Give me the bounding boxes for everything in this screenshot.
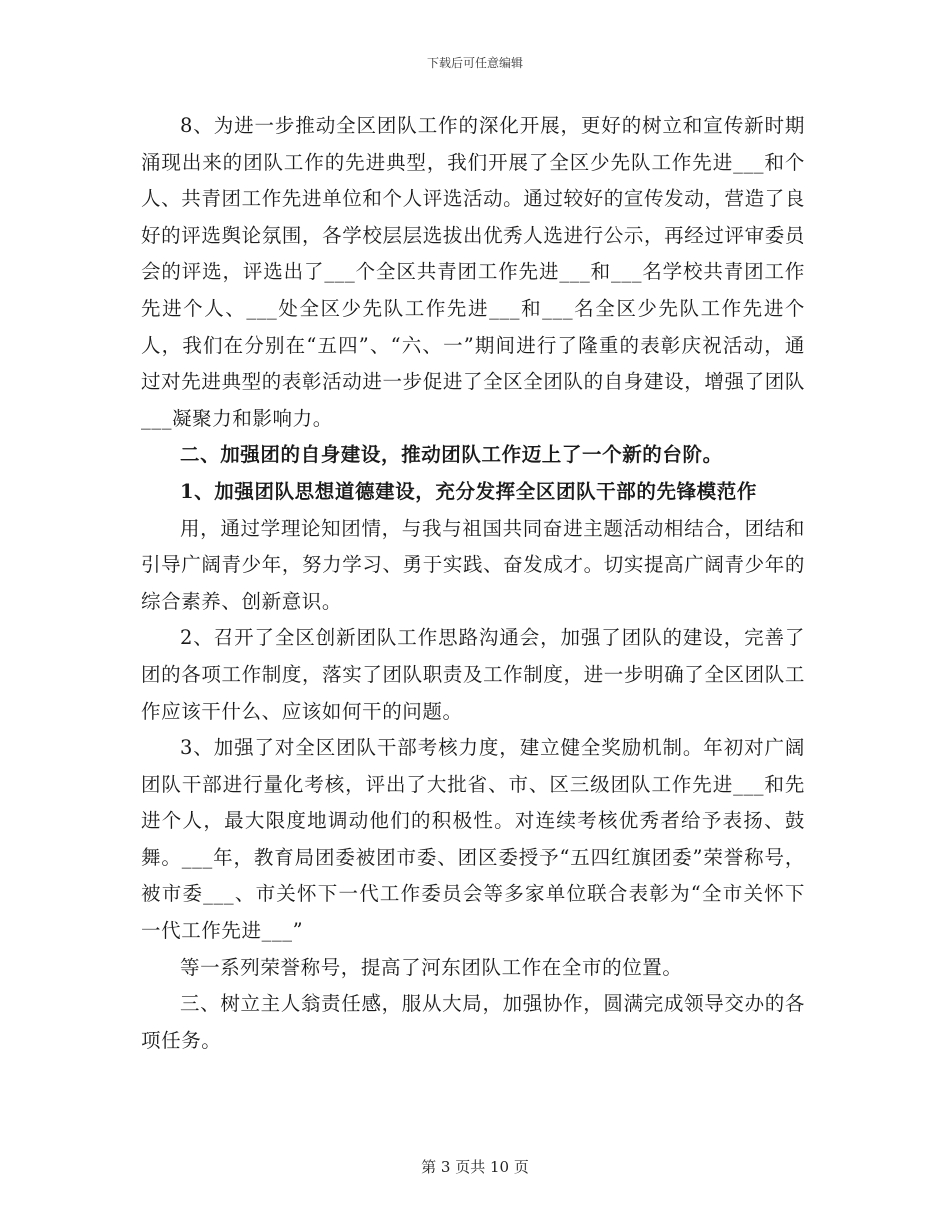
- subheading-1: 1、加强团队思想道德建设，充分发挥全区团队干部的先锋模范作: [180, 479, 757, 503]
- paragraph-item-2: 2、召开了全区创新团队工作思路沟通会，加强了团队的建设，完善了团的各项工作制度，落实了团队职责及工作制度，进一步明确了全区团队工作应该干什么、应该如何干的问题。: [141, 626, 805, 723]
- section-heading-2: 二、加强团的自身建设，推动团队工作迈上了一个新的台阶。: [180, 443, 723, 467]
- paragraph-item-3: 3、加强了对全区团队干部考核力度，建立健全奖励机制。年初对广阔团队干部进行量化考核，评出了大批省、市、区三级团队工作先进___和先进个人，最大限度地调动他们的积极性。对连续考核优秀者给予表扬、鼓舞。___年，教育局团委被团市委、团区委授予“五四红旗团委”荣誉称号，被市委___、市关怀下一代工作委员会等多家单位联合表彰为“全市关怀下一代工作先进___”: [141, 736, 805, 943]
- section-heading-3: 三、树立主人翁责任感，服从大局，加强协作，圆满完成领导交办的各项任务。: [141, 992, 805, 1052]
- page-header: 下载后可任意编辑: [426, 56, 523, 70]
- paragraph-continuation: 等一系列荣誉称号，提高了河东团队工作在全市的位置。: [180, 955, 683, 979]
- document-body: [141, 108, 805, 1059]
- page-number: 第 3 页共 10 页: [421, 1158, 529, 1176]
- paragraph-item-8: 8、为进一步推动全区团队工作的深化开展，更好的树立和宣传新时期涌现出来的团队工作的先进典型，我们开展了全区少先队工作先进___和个人、共青团工作先进单位和个人评选活动。通过较好的宣传发动，营造了良好的评选舆论氛围，各学校层层选拔出优秀人选进行公示，再经过评审委员会的评选，评选出了___个全区共青团工作先进___和___名学校共青团工作先进个人、___处全区少先队工作先进___和___名全区少先队工作先进个人，我们在分别在“五四”、“六、一”期间进行了隆重的表彰庆祝活动，通过对先进典型的表彰活动进一步促进了全区全团队的自身建设，增强了团队___凝聚力和影响力。: [141, 114, 805, 430]
- paragraph-item-1-body: 用，通过学理论知团情，与我与祖国共同奋进主题活动相结合，团结和引导广阔青少年，努力学习、勇于实践、奋发成才。切实提高广阔青少年的综合素养、创新意识。: [141, 516, 805, 613]
